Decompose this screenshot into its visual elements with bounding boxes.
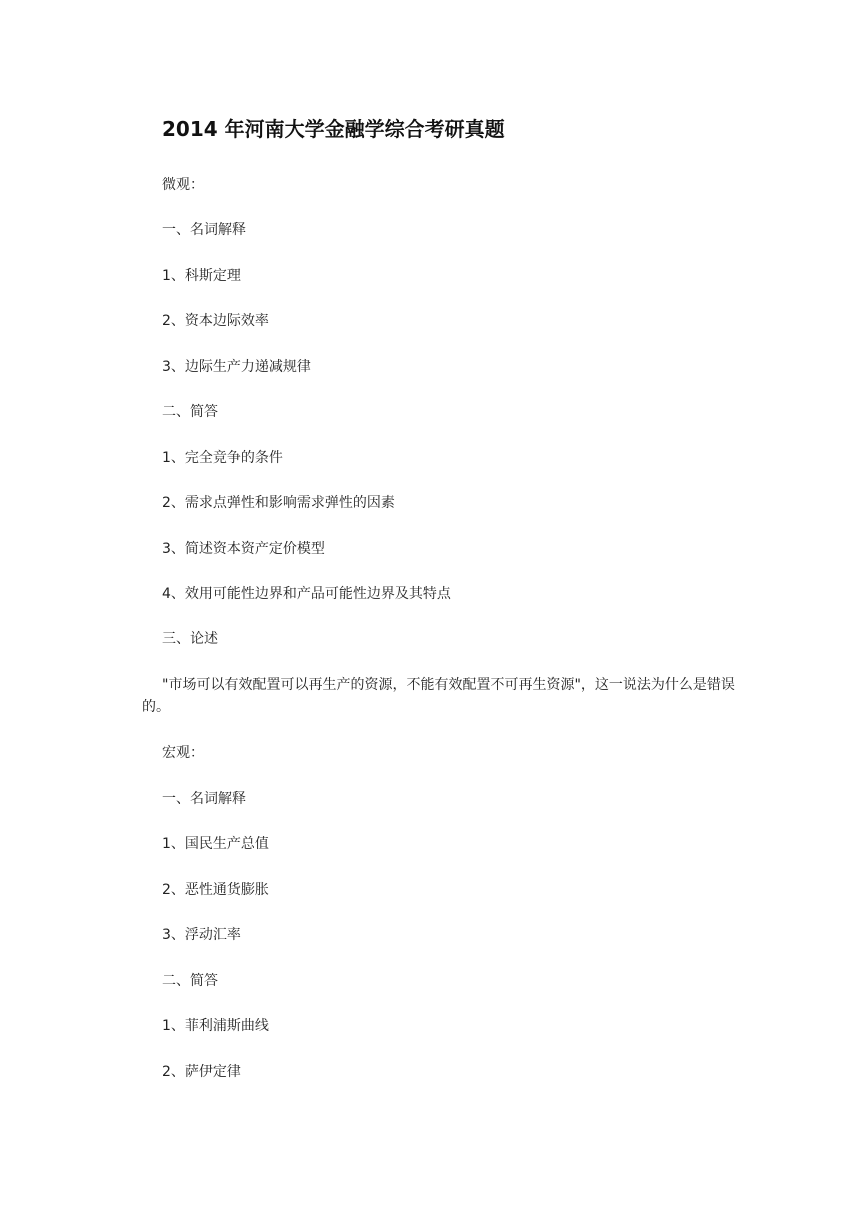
macro-s1-item: 2、恶性通货膨胀 [162,882,269,898]
micro-s1-item: 2、资本边际效率 [162,313,269,329]
macro-s1-item: 1、国民生产总值 [162,836,269,852]
micro-s2-item: 1、完全竞争的条件 [162,450,283,466]
macro-s2-item: 2、萨伊定律 [162,1064,241,1080]
micro-section-1-heading: 一、名词解释 [162,222,246,238]
micro-section-2-heading: 二、简答 [162,404,218,420]
document-title: 2014 年河南大学金融学综合考研真题 [162,117,505,141]
macro-s2-item: 1、菲利浦斯曲线 [162,1018,269,1034]
macro-heading: 宏观： [162,745,204,761]
micro-s3-essay-question: "市场可以有效配置可以再生产的资源，不能有效配置不可再生资源"，这一说法为什么是错误的。 [142,677,735,715]
micro-s1-item: 3、边际生产力递减规律 [162,359,311,375]
micro-heading: 微观： [162,177,204,193]
micro-s2-item: 4、效用可能性边界和产品可能性边界及其特点 [162,586,451,602]
micro-section-3-heading: 三、论述 [162,631,218,647]
macro-section-1-heading: 一、名词解释 [162,791,246,807]
micro-s2-item: 3、简述资本资产定价模型 [162,541,325,557]
micro-s1-item: 1、科斯定理 [162,268,241,284]
macro-s1-item: 3、浮动汇率 [162,927,241,943]
macro-section-2-heading: 二、简答 [162,973,218,989]
micro-s2-item: 2、需求点弹性和影响需求弹性的因素 [162,495,395,511]
